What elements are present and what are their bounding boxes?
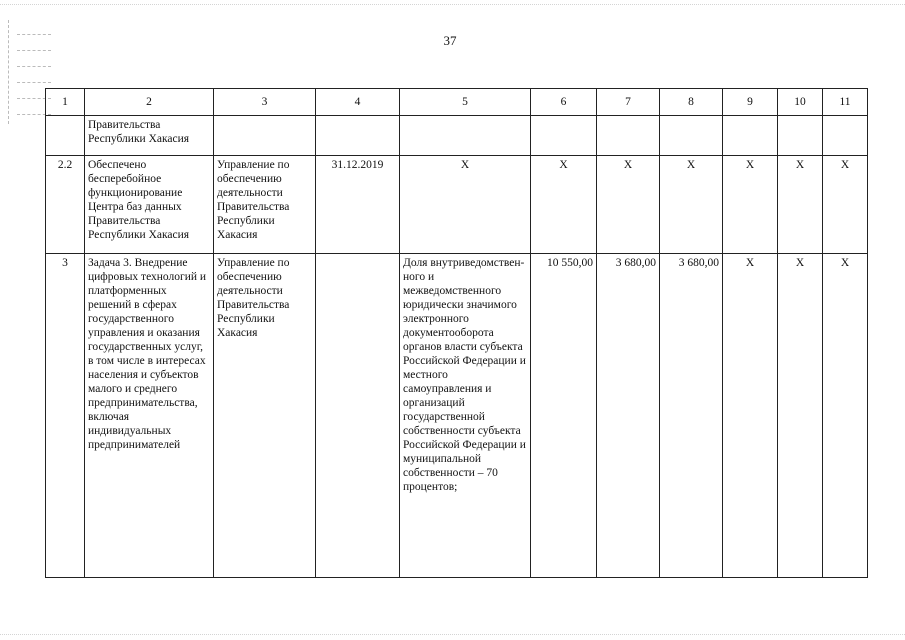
column-header: 9 (723, 89, 778, 116)
table-cell-value (778, 116, 823, 156)
table-cell-value (723, 116, 778, 156)
table-cell-deadline (316, 254, 400, 578)
scan-artifact-top (0, 4, 905, 5)
table-cell-value: Х (778, 156, 823, 254)
column-header: 7 (597, 89, 660, 116)
table-cell-value: Х (723, 156, 778, 254)
column-header: 3 (214, 89, 316, 116)
table-cell-responsible: Управление по обеспечению деятельности Правительства Республики Хакасия (214, 254, 316, 578)
table-cell-value: Х (823, 254, 868, 578)
table-cell-indicator: Х (400, 156, 531, 254)
table-cell-indicator: Доля внутриведомственного и межведомственного юридически значимого электронного документооборота органов власти субъекта Российской Федерации и местного самоуправления и организаций государственной собственности субъекта Российской Федерации и муниципальной собственности – 70 процентов; (400, 254, 531, 578)
column-header: 6 (531, 89, 597, 116)
table-cell-number: 3 (46, 254, 85, 578)
column-header: 5 (400, 89, 531, 116)
table-row (46, 156, 868, 254)
table-cell-value: 3 680,00 (597, 254, 660, 578)
table-cell-value: Х (660, 156, 723, 254)
table-cell-responsible: Управление по обеспечению деятельности Правительства Республики Хакасия (214, 156, 316, 254)
table-cell-deadline (316, 116, 400, 156)
table-cell-deadline: 31.12.2019 (316, 156, 400, 254)
table-cell-value (660, 116, 723, 156)
table-cell-responsible (214, 116, 316, 156)
table-cell-value: Х (531, 156, 597, 254)
table-cell-name: Правительства Республики Хакасия (85, 116, 214, 156)
table-header-row (46, 89, 868, 116)
table-cell-value: Х (597, 156, 660, 254)
table-row (46, 254, 868, 578)
table-cell-value (531, 116, 597, 156)
table-cell-value: 3 680,00 (660, 254, 723, 578)
table-cell-name: Обеспечено бесперебойное функционирование Центра баз данных Правительства Республики Хакасия (85, 156, 214, 254)
table-row (46, 116, 868, 156)
column-header: 10 (778, 89, 823, 116)
table-cell-name: Задача 3. Внедрение цифровых технологий и платформенных решений в сферах государственного управления и оказания государственных услуг, в том числе в интересах населения и субъектов малого и среднего предпринимательства, включая индивидуальных предпринимателей (85, 254, 214, 578)
column-header: 1 (46, 89, 85, 116)
page-number: 37 (443, 33, 457, 48)
table-cell-value: Х (723, 254, 778, 578)
table-cell-number: 2.2 (46, 156, 85, 254)
scan-artifact-bottom (0, 634, 905, 635)
table-cell-value (597, 116, 660, 156)
table-cell-indicator (400, 116, 531, 156)
column-header: 2 (85, 89, 214, 116)
table-cell-number (46, 116, 85, 156)
table-cell-value (823, 116, 868, 156)
column-header: 4 (316, 89, 400, 116)
column-header: 8 (660, 89, 723, 116)
table-cell-value: Х (778, 254, 823, 578)
table-cell-value: 10 550,00 (531, 254, 597, 578)
document-table (45, 88, 868, 578)
table-cell-value: Х (823, 156, 868, 254)
column-header: 11 (823, 89, 868, 116)
